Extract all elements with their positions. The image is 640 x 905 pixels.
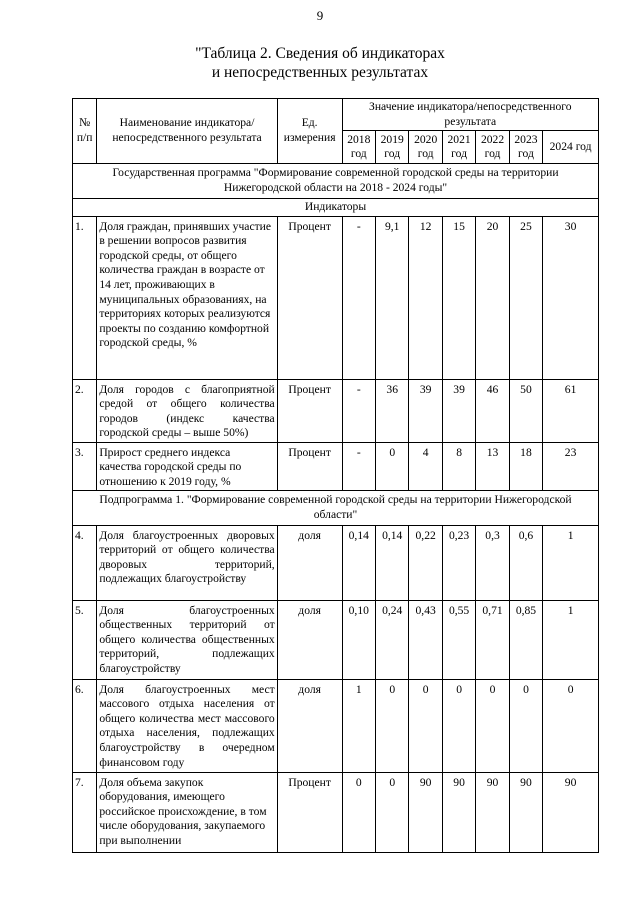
row-name: Прирост среднего индекса качества городской среды по отношению к 2019 году, %	[97, 442, 277, 490]
row-unit: доля	[277, 525, 342, 600]
header-year: 2022 год	[476, 131, 509, 164]
table-row	[73, 679, 599, 772]
row-value: 0,14	[342, 525, 375, 600]
row-value: 1	[342, 679, 375, 772]
row-unit: Процент	[277, 442, 342, 490]
title-line-2: и непосредственных результатах	[211, 64, 429, 81]
row-value: 23	[543, 442, 599, 490]
row-value: 0	[476, 679, 509, 772]
header-num: № п/п	[73, 99, 97, 164]
row-name: Доля граждан, принявших участие в решении вопросов развития городской среды, от общего количества граждан в возрасте от 14 лет, проживающих в муниципальных образованиях, на территориях которых реализуются проекты по созданию комфортной городской среды, %	[97, 216, 277, 379]
row-value: 0,43	[409, 600, 442, 679]
row-value: 0,3	[476, 525, 509, 600]
row-name: Доля городов с благоприятной средой от общего количества городов (индекс качества городской среды – выше 50%)	[97, 379, 277, 442]
row-num: 6.	[73, 679, 97, 772]
header-year: 2019 год	[376, 131, 409, 164]
row-value: 12	[409, 216, 442, 379]
row-unit: доля	[277, 600, 342, 679]
header-name: Наименование индикатора/ непосредственного результата	[97, 99, 277, 164]
row-value: 39	[409, 379, 442, 442]
table-row	[73, 216, 599, 379]
row-num: 7.	[73, 772, 97, 852]
table-row	[73, 772, 599, 852]
row-num: 2.	[73, 379, 97, 442]
row-value: 9,1	[376, 216, 409, 379]
header-year: 2021 год	[442, 131, 475, 164]
table-row	[73, 600, 599, 679]
row-value: 0	[409, 679, 442, 772]
row-value: 8	[442, 442, 475, 490]
row-value: 30	[543, 216, 599, 379]
row-value: 0	[376, 442, 409, 490]
row-value: 0	[376, 772, 409, 852]
row-value: 90	[476, 772, 509, 852]
row-unit: Процент	[277, 772, 342, 852]
row-value: 0,55	[442, 600, 475, 679]
row-name: Доля благоустроенных мест массового отдыха населения от общего количества мест массового отдыха населения, подлежащих благоустройству в очередном финансовом году	[97, 679, 277, 772]
row-value: 90	[409, 772, 442, 852]
table-row	[73, 525, 599, 600]
row-value: 0	[543, 679, 599, 772]
row-value: 90	[442, 772, 475, 852]
row-value: 1	[543, 525, 599, 600]
row-value: 0,23	[442, 525, 475, 600]
indicators-row: Индикаторы	[73, 199, 599, 217]
page-number: 9	[316, 8, 324, 23]
row-value: 18	[509, 442, 542, 490]
row-value: 0,22	[409, 525, 442, 600]
row-value: 20	[476, 216, 509, 379]
row-value: 90	[543, 772, 599, 852]
row-value: 13	[476, 442, 509, 490]
header-unit: Ед. измерения	[277, 99, 342, 164]
row-value: 1	[543, 600, 599, 679]
subprogram-row: Подпрограмма 1. "Формирование современной городской среды на территории Нижегородской области"	[73, 490, 599, 525]
row-value: 90	[509, 772, 542, 852]
row-value: 25	[509, 216, 542, 379]
row-num: 4.	[73, 525, 97, 600]
header-year: 2020 год	[409, 131, 442, 164]
row-num: 1.	[73, 216, 97, 379]
header-year: 2023 год	[509, 131, 542, 164]
row-value: 15	[442, 216, 475, 379]
row-value: 46	[476, 379, 509, 442]
row-name: Доля благоустроенных общественных территорий от общего количества общественных территорий, подлежащих благоустройству	[97, 600, 277, 679]
row-unit: Процент	[277, 216, 342, 379]
row-value: -	[342, 379, 375, 442]
table-row	[73, 379, 599, 442]
row-value: 0	[342, 772, 375, 852]
row-value: 50	[509, 379, 542, 442]
row-value: 0,24	[376, 600, 409, 679]
row-value: -	[342, 216, 375, 379]
indicators-table	[72, 98, 599, 853]
row-value: 0	[509, 679, 542, 772]
row-value: 39	[442, 379, 475, 442]
header-year: 2024 год	[543, 131, 599, 164]
row-value: 0,6	[509, 525, 542, 600]
row-name: Доля благоустроенных дворовых территорий от общего количества дворовых территорий, подлежащих благоустройству	[97, 525, 277, 600]
row-value: 0,14	[376, 525, 409, 600]
title-line-1: "Таблица 2. Сведения об индикаторах	[195, 45, 445, 62]
row-value: 61	[543, 379, 599, 442]
table-title	[0, 44, 640, 82]
row-num: 5.	[73, 600, 97, 679]
row-value: -	[342, 442, 375, 490]
row-value: 0,85	[509, 600, 542, 679]
row-value: 0,10	[342, 600, 375, 679]
header-year: 2018 год	[342, 131, 375, 164]
row-value: 0	[442, 679, 475, 772]
row-value: 36	[376, 379, 409, 442]
row-unit: доля	[277, 679, 342, 772]
row-value: 0,71	[476, 600, 509, 679]
table-row	[73, 442, 599, 490]
row-name: Доля объема закупок оборудования, имеющего российское происхождение, в том числе оборудования, закупаемого при выполнении	[97, 772, 277, 852]
row-num: 3.	[73, 442, 97, 490]
header-value-group: Значение индикатора/непосредственного результата	[342, 99, 598, 131]
row-value: 4	[409, 442, 442, 490]
row-value: 0	[376, 679, 409, 772]
row-unit: Процент	[277, 379, 342, 442]
program-row: Государственная программа "Формирование современной городской среды на территории Нижегородской области на 2018 - 2024 годы"	[73, 164, 599, 199]
